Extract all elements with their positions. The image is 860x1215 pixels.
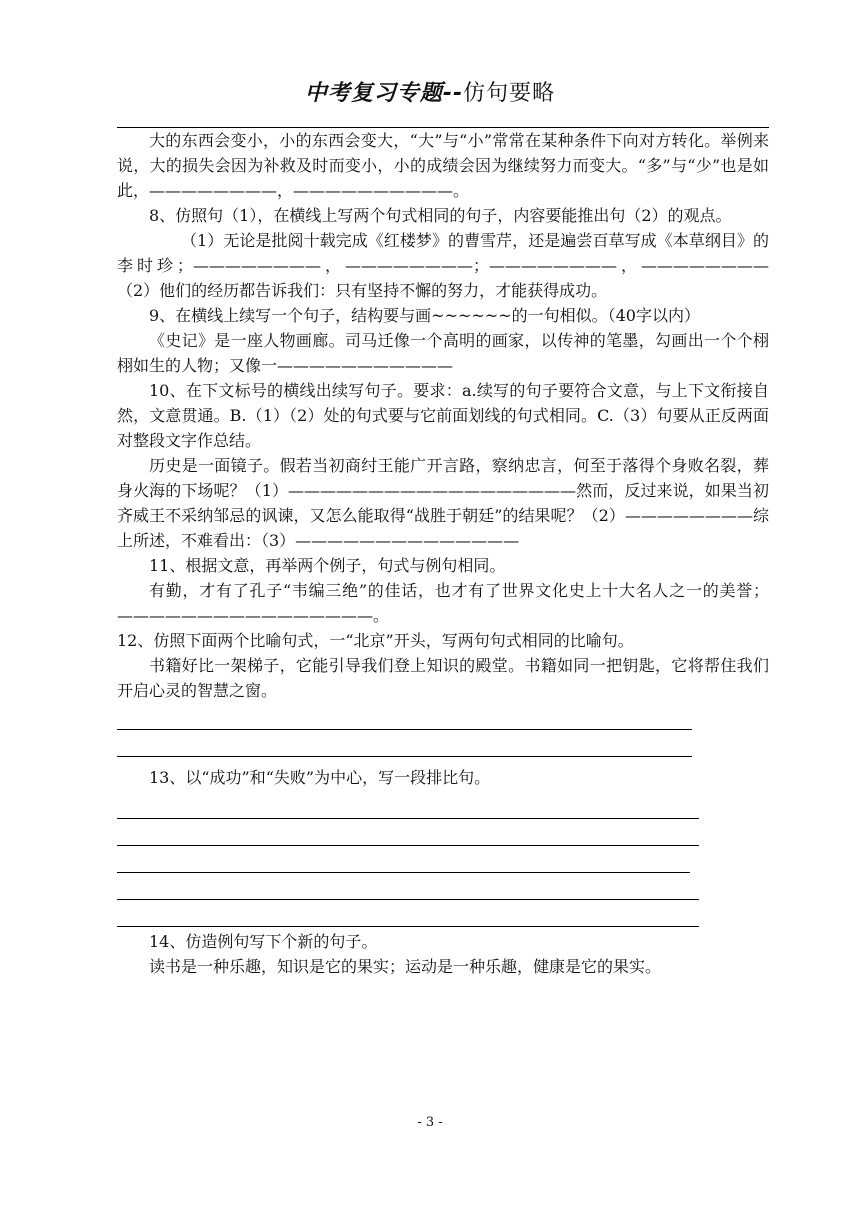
title-emphasis: 中考复习专题--	[304, 81, 464, 106]
question-11-text: 有勤，才有了孔子“韦编三绝”的佳话，也才有了世界文化史上十大名人之一的美誉；————————————————。	[117, 581, 769, 625]
answer-line[interactable]	[117, 730, 692, 757]
question-8: 8、仿照句（1），在横线上写两个句式相同的句子，内容要能推出句（2）的观点。	[149, 206, 732, 225]
question-12-text: 书籍好比一架梯子，它能引导我们登上知识的殿堂。书籍如同一把钥匙，它将帮住我们开启心灵的智慧之窗。	[117, 656, 769, 700]
question-9-text: 《史记》是一座人物画廊。司马迁像一个高明的画家，以传神的笔墨，勾画出一个个栩栩如生的人物；又像一———————————	[117, 331, 769, 375]
question-11: 11、根据文意，再举两个例子，句式与例句相同。	[149, 556, 506, 575]
question-13: 13、以“成功”和“失败”为中心，写一段排比句。	[149, 768, 491, 787]
question-12: 12、仿照下面两个比喻句式，一“北京”开头，写两句句式相同的比喻句。	[117, 631, 634, 650]
answer-line[interactable]	[117, 792, 699, 819]
document-body	[117, 128, 802, 979]
answer-line[interactable]	[117, 703, 692, 730]
answer-line[interactable]	[117, 846, 690, 873]
question-14-text: 读书是一种乐趣，知识是它的果实；运动是一种乐趣，健康是它的果实。	[149, 957, 662, 976]
answer-lines-12	[117, 703, 692, 757]
question-8-text: （1）无论是批阅十载完成《红楼梦》的曹雪芹，还是遍尝百草写成《本草纲目》的李时珍；————————，————————；————————，———————— （2）他们的经历都告诉我们：只有坚持不懈的努力，才能获得成功。	[117, 231, 802, 300]
intro-paragraph: 大的东西会变小，小的东西会变大，“大”与“小”常常在某种条件下向对方转化。举例来说，大的损失会因为补救及时而变小，小的成绩会因为继续努力而变大。“多”与“少”也是如此，————————，——————————。	[117, 131, 769, 200]
answer-line[interactable]	[117, 900, 699, 927]
answer-lines-13	[117, 792, 699, 927]
answer-line[interactable]	[117, 819, 699, 846]
question-10: 10、在下文标号的横线出续写句子。要求：a.续写的句子要符合文意，与上下文衔接自然，文意贯通。B.（1）（2）处的句式要与它前面划线的句式相同。C.（3）句要从正反两面对整段文字作总结。	[117, 381, 769, 450]
page-number: - 3 -	[417, 1115, 443, 1130]
page-title	[0, 76, 860, 107]
answer-line[interactable]	[117, 873, 699, 900]
question-14: 14、仿造例句写下个新的句子。	[149, 932, 378, 951]
title-text: 仿句要略	[463, 81, 556, 106]
question-10-text: 历史是一面镜子。假若当初商纣王能广开言路，察纳忠言，何至于落得个身败名裂，葬身火海的下场呢？（1）——————————————————然而，反过来说，如果当初齐威王不采纳邹忌的讽谏，又怎么能取得“战胜于朝廷”的结果呢？（2）————————综上所述，不难看出：（3）——————————————	[117, 456, 769, 550]
question-9: 9、在横线上续写一个句子，结构要与画~~~~~~的一句相似。（40字以内）	[149, 306, 700, 325]
